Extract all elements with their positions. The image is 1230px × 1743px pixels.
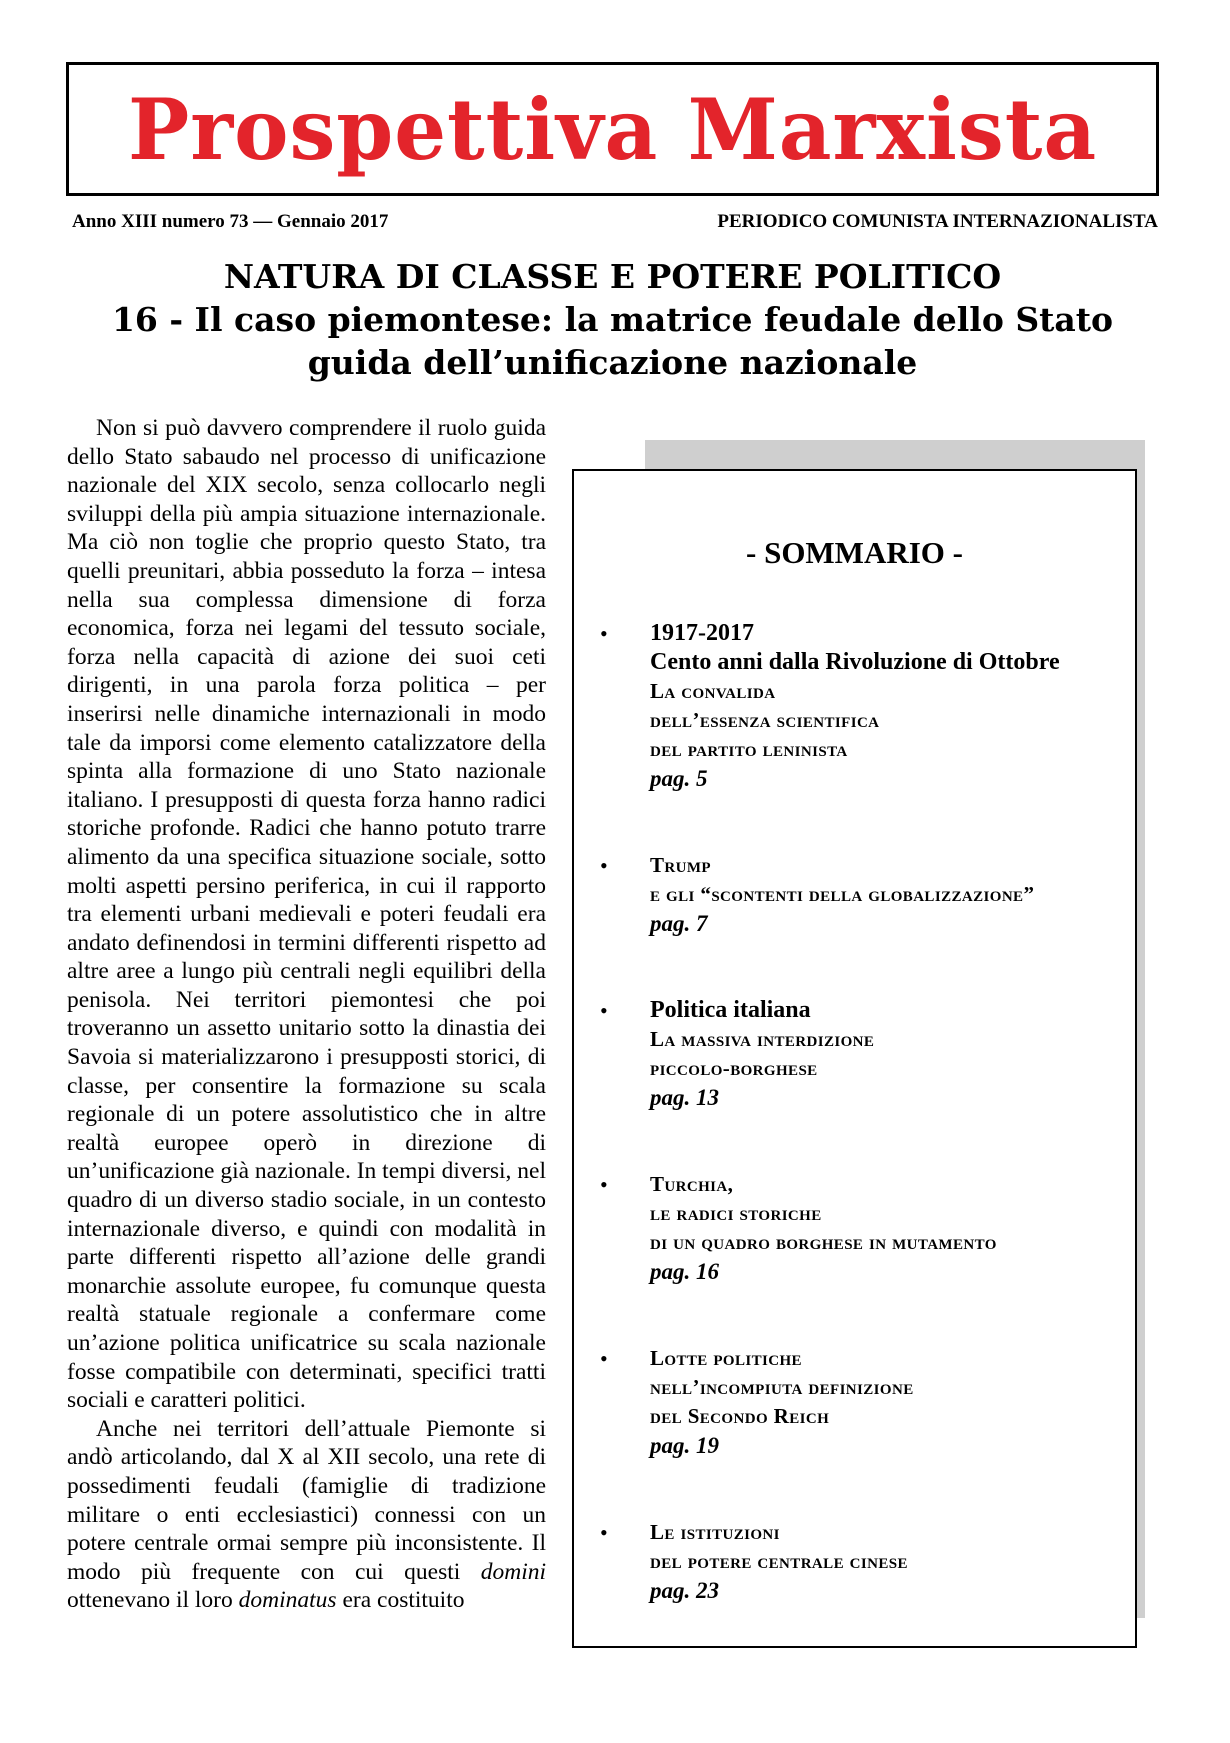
paragraph-2-end: era costituito xyxy=(336,1587,465,1614)
item-line: piccolo-borghese xyxy=(650,1056,818,1080)
item-heading: Politica italiana xyxy=(650,997,811,1023)
item-line: dell’essenza scientifica xyxy=(650,708,880,732)
item-line: le radici storiche xyxy=(650,1201,822,1225)
sommario-box xyxy=(572,469,1137,1648)
article-body xyxy=(67,414,546,1615)
sommario-list xyxy=(600,619,1120,1663)
item-line: del Secondo Reich xyxy=(650,1404,830,1428)
bullet-icon: • xyxy=(600,1172,608,1197)
item-line: Turchia, xyxy=(650,1172,734,1196)
item-line: Trump xyxy=(650,853,711,877)
item-line: e gli “scontenti della globalizzazione” xyxy=(650,882,1035,906)
sommario-item[interactable] xyxy=(600,1344,1120,1460)
item-line: La massiva interdizione xyxy=(650,1027,875,1051)
bullet-icon: • xyxy=(600,998,608,1023)
item-line: del potere centrale cinese xyxy=(650,1549,908,1573)
item-page: pag. 16 xyxy=(650,1259,719,1284)
item-page: pag. 23 xyxy=(650,1578,719,1603)
paragraph-2-middle: ottenevano il loro xyxy=(67,1587,239,1614)
item-page: pag. 7 xyxy=(650,911,708,936)
masthead-title: Prospettiva Marxista xyxy=(127,79,1098,179)
sommario-item[interactable] xyxy=(600,1518,1120,1605)
item-page: pag. 5 xyxy=(650,766,708,791)
headline-kicker: NATURA DI CLASSE E POTERE POLITICO xyxy=(223,257,1002,296)
item-line: La convalida xyxy=(650,679,776,703)
item-subheading: Cento anni dalla Rivoluzione di Ottobre xyxy=(650,649,1060,675)
article-headline xyxy=(66,255,1159,384)
sommario-title: - SOMMARIO - xyxy=(746,535,963,570)
paragraph-2-emphasis-dominatus: dominatus xyxy=(238,1587,337,1614)
sommario-item[interactable] xyxy=(600,619,1120,793)
item-page: pag. 19 xyxy=(650,1433,719,1458)
paragraph-2-start: Anche nei territori dell’attuale Piemonte si andò articolando, dal X al XII secolo, una rete di possedimenti feudali (famiglie di tradizione militare o enti ecclesiastici) connessi con un potere centrale ormai sempre più inconsistente. Il modo più frequente con cui questi xyxy=(67,1415,546,1585)
headline-title-line2: guida dell’unificazione nazionale xyxy=(307,343,918,382)
bullet-icon: • xyxy=(600,1346,608,1371)
sommario-item[interactable] xyxy=(600,996,1120,1112)
sommario-item[interactable] xyxy=(600,851,1120,938)
item-heading: 1917-2017 xyxy=(650,620,754,646)
item-line: del partito leninista xyxy=(650,737,848,761)
periodical-type: PERIODICO COMUNISTA INTERNAZIONALISTA xyxy=(717,211,1158,232)
masthead xyxy=(66,62,1159,196)
sommario-item[interactable] xyxy=(600,1170,1120,1286)
headline-title-line1: 16 - Il caso piemontese: la matrice feudale dello Stato xyxy=(111,300,1114,339)
item-line: Lotte politiche xyxy=(650,1346,802,1370)
article-paragraph-1: Non si può davvero comprendere il ruolo guida dello Stato sabaudo nel processo di unificazione nazionale del XIX secolo, senza collocarlo negli sviluppi della più ampia situazione internazionale. Ma ciò non toglie che proprio questo Stato, tra quelli preunitari, abbia posseduto la forza – intesa nella sua complessa dimensione di forza economica, forza nei legami del tessuto sociale, forza nella capacità di azione dei suoi ceti dirigenti, in una parola forza politica – per inserirsi nelle dinamiche internazionali in modo tale da imporsi come elemento catalizzatore della spinta alla formazione di uno Stato nazionale italiano. I presupposti di questa forza hanno radici storiche profonde. Radici che hanno potuto trarre alimento da una specifica situazione sociale, sotto molti aspetti persino periferica, in cui il rapporto tra elementi urbani medievali e poteri feudali era andato definendosi in termini differenti rispetto ad altre aree a lungo più centrali negli equilibri della penisola. Nei territori piemontesi che poi troveranno un assetto unitario sotto la dinastia dei Savoia si materializzarono i presupposti storici, di classe, per consentire la formazione su scala regionale di un potere assolutistico che in altre realtà europee operò in direzione di un’unificazione già nazionale. In tempi diversi, nel quadro di un diverso stadio sociale, in un contesto internazionale diverso, e quindi con modalità in parte differenti rispetto all’azione delle grandi monarchie assolute europee, fu comunque questa realtà statuale regionale a confermare come un’azione politica unificatrice su scala nazionale fosse compatibile con determinati, specifici tratti sociali e caratteri politici. xyxy=(67,415,546,1414)
issue-info: Anno XIII numero 73 — Gennaio 2017 xyxy=(72,211,389,232)
item-line: nell’incompiuta definizione xyxy=(650,1375,914,1399)
article-paragraph-2 xyxy=(67,1415,546,1615)
item-line: Le istituzioni xyxy=(650,1520,780,1544)
bullet-icon: • xyxy=(600,621,608,646)
bullet-icon: • xyxy=(600,853,608,878)
paragraph-2-emphasis-domini: domini xyxy=(480,1558,546,1585)
item-page: pag. 13 xyxy=(650,1085,719,1110)
bullet-icon: • xyxy=(600,1520,608,1545)
item-line: di un quadro borghese in mutamento xyxy=(650,1230,997,1254)
